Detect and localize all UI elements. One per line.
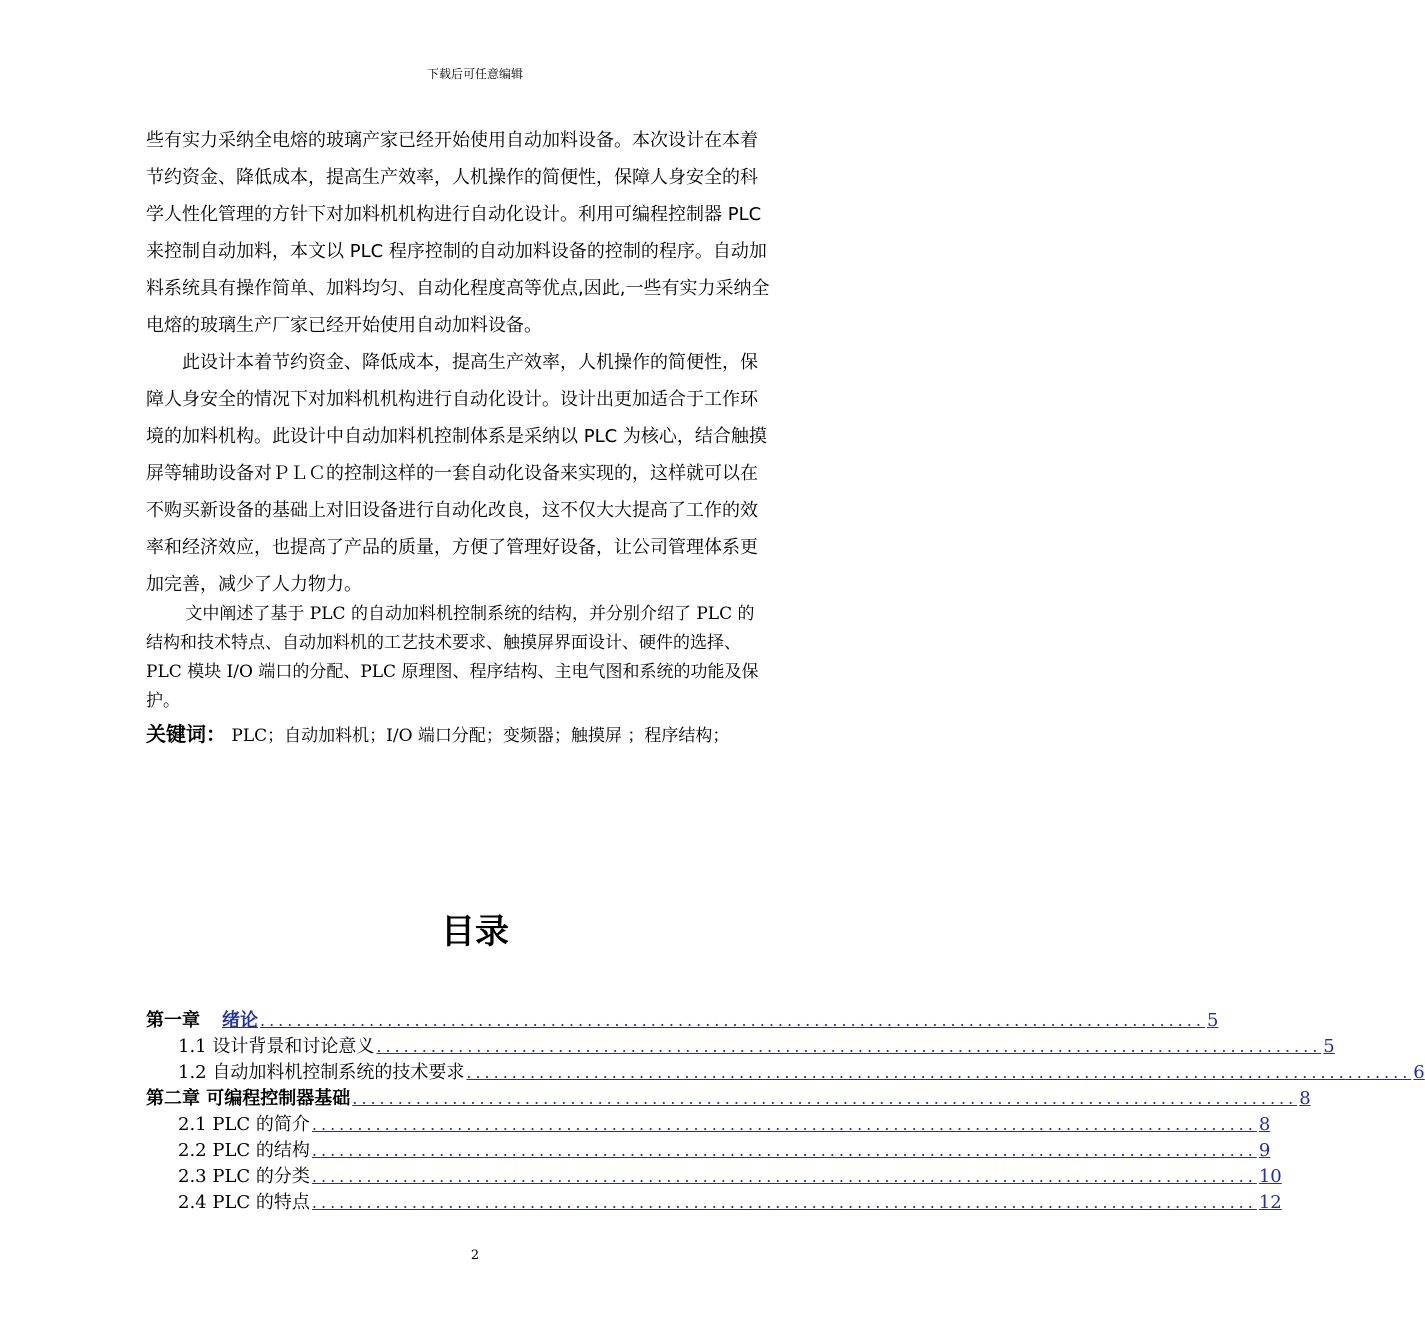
toc-dot-leader: ........................................................................................................ — [311, 1193, 1257, 1212]
paragraph-line: 屏等辅助设备对ＰＬＣ的控制这样的一套自动化设备来实现的，这样就可以在 — [146, 463, 758, 484]
paragraph-line: 学人性化管理的方针下对加料机机构进行自动化设计。利用可编程控制器 PLC — [146, 204, 762, 225]
paragraph-line: 障人身安全的情况下对加料机机构进行自动化设计。设计出更加适合于工作环 — [146, 389, 758, 410]
toc-page-number[interactable]: 6 — [1413, 1062, 1425, 1083]
paragraph-line: 文中阐述了基于 PLC 的自动加料机控制系统的结构，并分别介绍了 PLC 的 — [146, 604, 755, 624]
toc-chapter-1[interactable] — [146, 1008, 1219, 1034]
paragraph-line: 此设计本着节约资金、降低成本，提高生产效率，人机操作的简便性，保 — [146, 352, 758, 373]
paragraph-line: 率和经济效应，也提高了产品的质量，方便了管理好设备，让公司管理体系更 — [146, 537, 758, 558]
toc-entry-1-1[interactable] — [146, 1034, 1335, 1060]
toc-title: 目录 — [441, 912, 509, 952]
toc-entry-label: 2.1 PLC 的简介 — [178, 1114, 310, 1135]
keywords-text: PLC；自动加料机；I/O 端口分配；变频器；触摸屏 ；程序结构； — [226, 726, 730, 746]
toc-entry-label: 2.2 PLC 的结构 — [178, 1140, 310, 1161]
paragraph-line: 护。 — [146, 691, 180, 711]
paragraph-line: 来控制自动加料，本文以 PLC 程序控制的自动加料设备的控制的程序。自动加 — [146, 241, 767, 262]
toc-chapter-2[interactable] — [146, 1086, 1311, 1112]
body-paragraph-2 — [146, 344, 806, 603]
toc-page-number[interactable]: 5 — [1206, 1010, 1219, 1031]
toc-page-number[interactable]: 8 — [1258, 1114, 1271, 1135]
paragraph-line: 不购买新设备的基础上对旧设备进行自动化改良，这不仅大大提高了工作的效 — [146, 500, 758, 521]
body-paragraph-1 — [146, 122, 806, 344]
toc-entry-2-1[interactable] — [146, 1112, 1271, 1138]
toc-entry-label: 2.4 PLC 的特点 — [178, 1192, 310, 1213]
toc-entry-label: 2.3 PLC 的分类 — [178, 1166, 310, 1187]
toc-chapter-number: 第一章 — [146, 1010, 200, 1031]
toc-entry-2-3[interactable] — [146, 1164, 1282, 1190]
toc-chapter-title-link[interactable]: 绪论 — [222, 1010, 258, 1031]
toc-dot-leader: ........................................................................................................ — [260, 1011, 1205, 1030]
toc-dot-leader: ........................................................................................................ — [376, 1037, 1322, 1056]
toc-page-number[interactable]: 8 — [1299, 1088, 1311, 1109]
paragraph-line: 些有实力采纳全电熔的玻璃产家已经开始使用自动加料设备。本次设计在本着 — [146, 130, 758, 151]
toc-dot-leader: ........................................................................................................ — [466, 1063, 1412, 1082]
body-paragraph-3 — [146, 600, 806, 716]
toc-page-number[interactable]: 10 — [1258, 1166, 1282, 1187]
toc-entry-2-2[interactable] — [146, 1138, 1271, 1164]
table-of-contents — [146, 1008, 1425, 1216]
paragraph-line: 节约资金、降低成本，提高生产效率，人机操作的简便性，保障人身安全的科 — [146, 167, 758, 188]
page-number-footer: 2 — [470, 1248, 480, 1263]
paragraph-line: 境的加料机构。此设计中自动加料机控制体系是采纳以 PLC 为核心，结合触摸 — [146, 426, 767, 447]
toc-dot-leader: ........................................................................................................ — [311, 1167, 1257, 1186]
toc-entry-1-2[interactable] — [146, 1060, 1425, 1086]
toc-chapter-label — [146, 1008, 258, 1034]
toc-chapter-label: 第二章 可编程控制器基础 — [146, 1088, 351, 1109]
paragraph-line: 电熔的玻璃生产厂家已经开始使用自动加料设备。 — [146, 315, 542, 336]
paragraph-line: 结构和技术特点、自动加料机的工艺技术要求、触摸屏界面设计、硬件的选择、 — [146, 633, 741, 653]
toc-page-number[interactable]: 12 — [1258, 1192, 1282, 1213]
page-header: 下载后可任意编辑 — [426, 67, 523, 81]
toc-dot-leader: ........................................................................................................ — [352, 1089, 1298, 1108]
keywords-label: 关键词： — [146, 722, 226, 746]
paragraph-line: PLC 模块 I/O 端口的分配、PLC 原理图、程序结构、主电气图和系统的功能及保 — [146, 662, 759, 682]
toc-dot-leader: ........................................................................................................ — [311, 1115, 1257, 1134]
keywords-line — [146, 720, 806, 750]
toc-entry-label: 1.2 自动加料机控制系统的技术要求 — [178, 1062, 465, 1083]
toc-page-number[interactable]: 9 — [1258, 1140, 1271, 1161]
paragraph-line: 加完善，减少了人力物力。 — [146, 574, 362, 595]
toc-page-number[interactable]: 5 — [1323, 1036, 1335, 1057]
toc-entry-2-4[interactable] — [146, 1190, 1282, 1216]
paragraph-line: 料系统具有操作简单、加料均匀、自动化程度高等优点,因此,一些有实力采纳全 — [146, 278, 770, 299]
toc-entry-label: 1.1 设计背景和讨论意义 — [178, 1036, 375, 1057]
toc-dot-leader: ........................................................................................................ — [311, 1141, 1257, 1160]
